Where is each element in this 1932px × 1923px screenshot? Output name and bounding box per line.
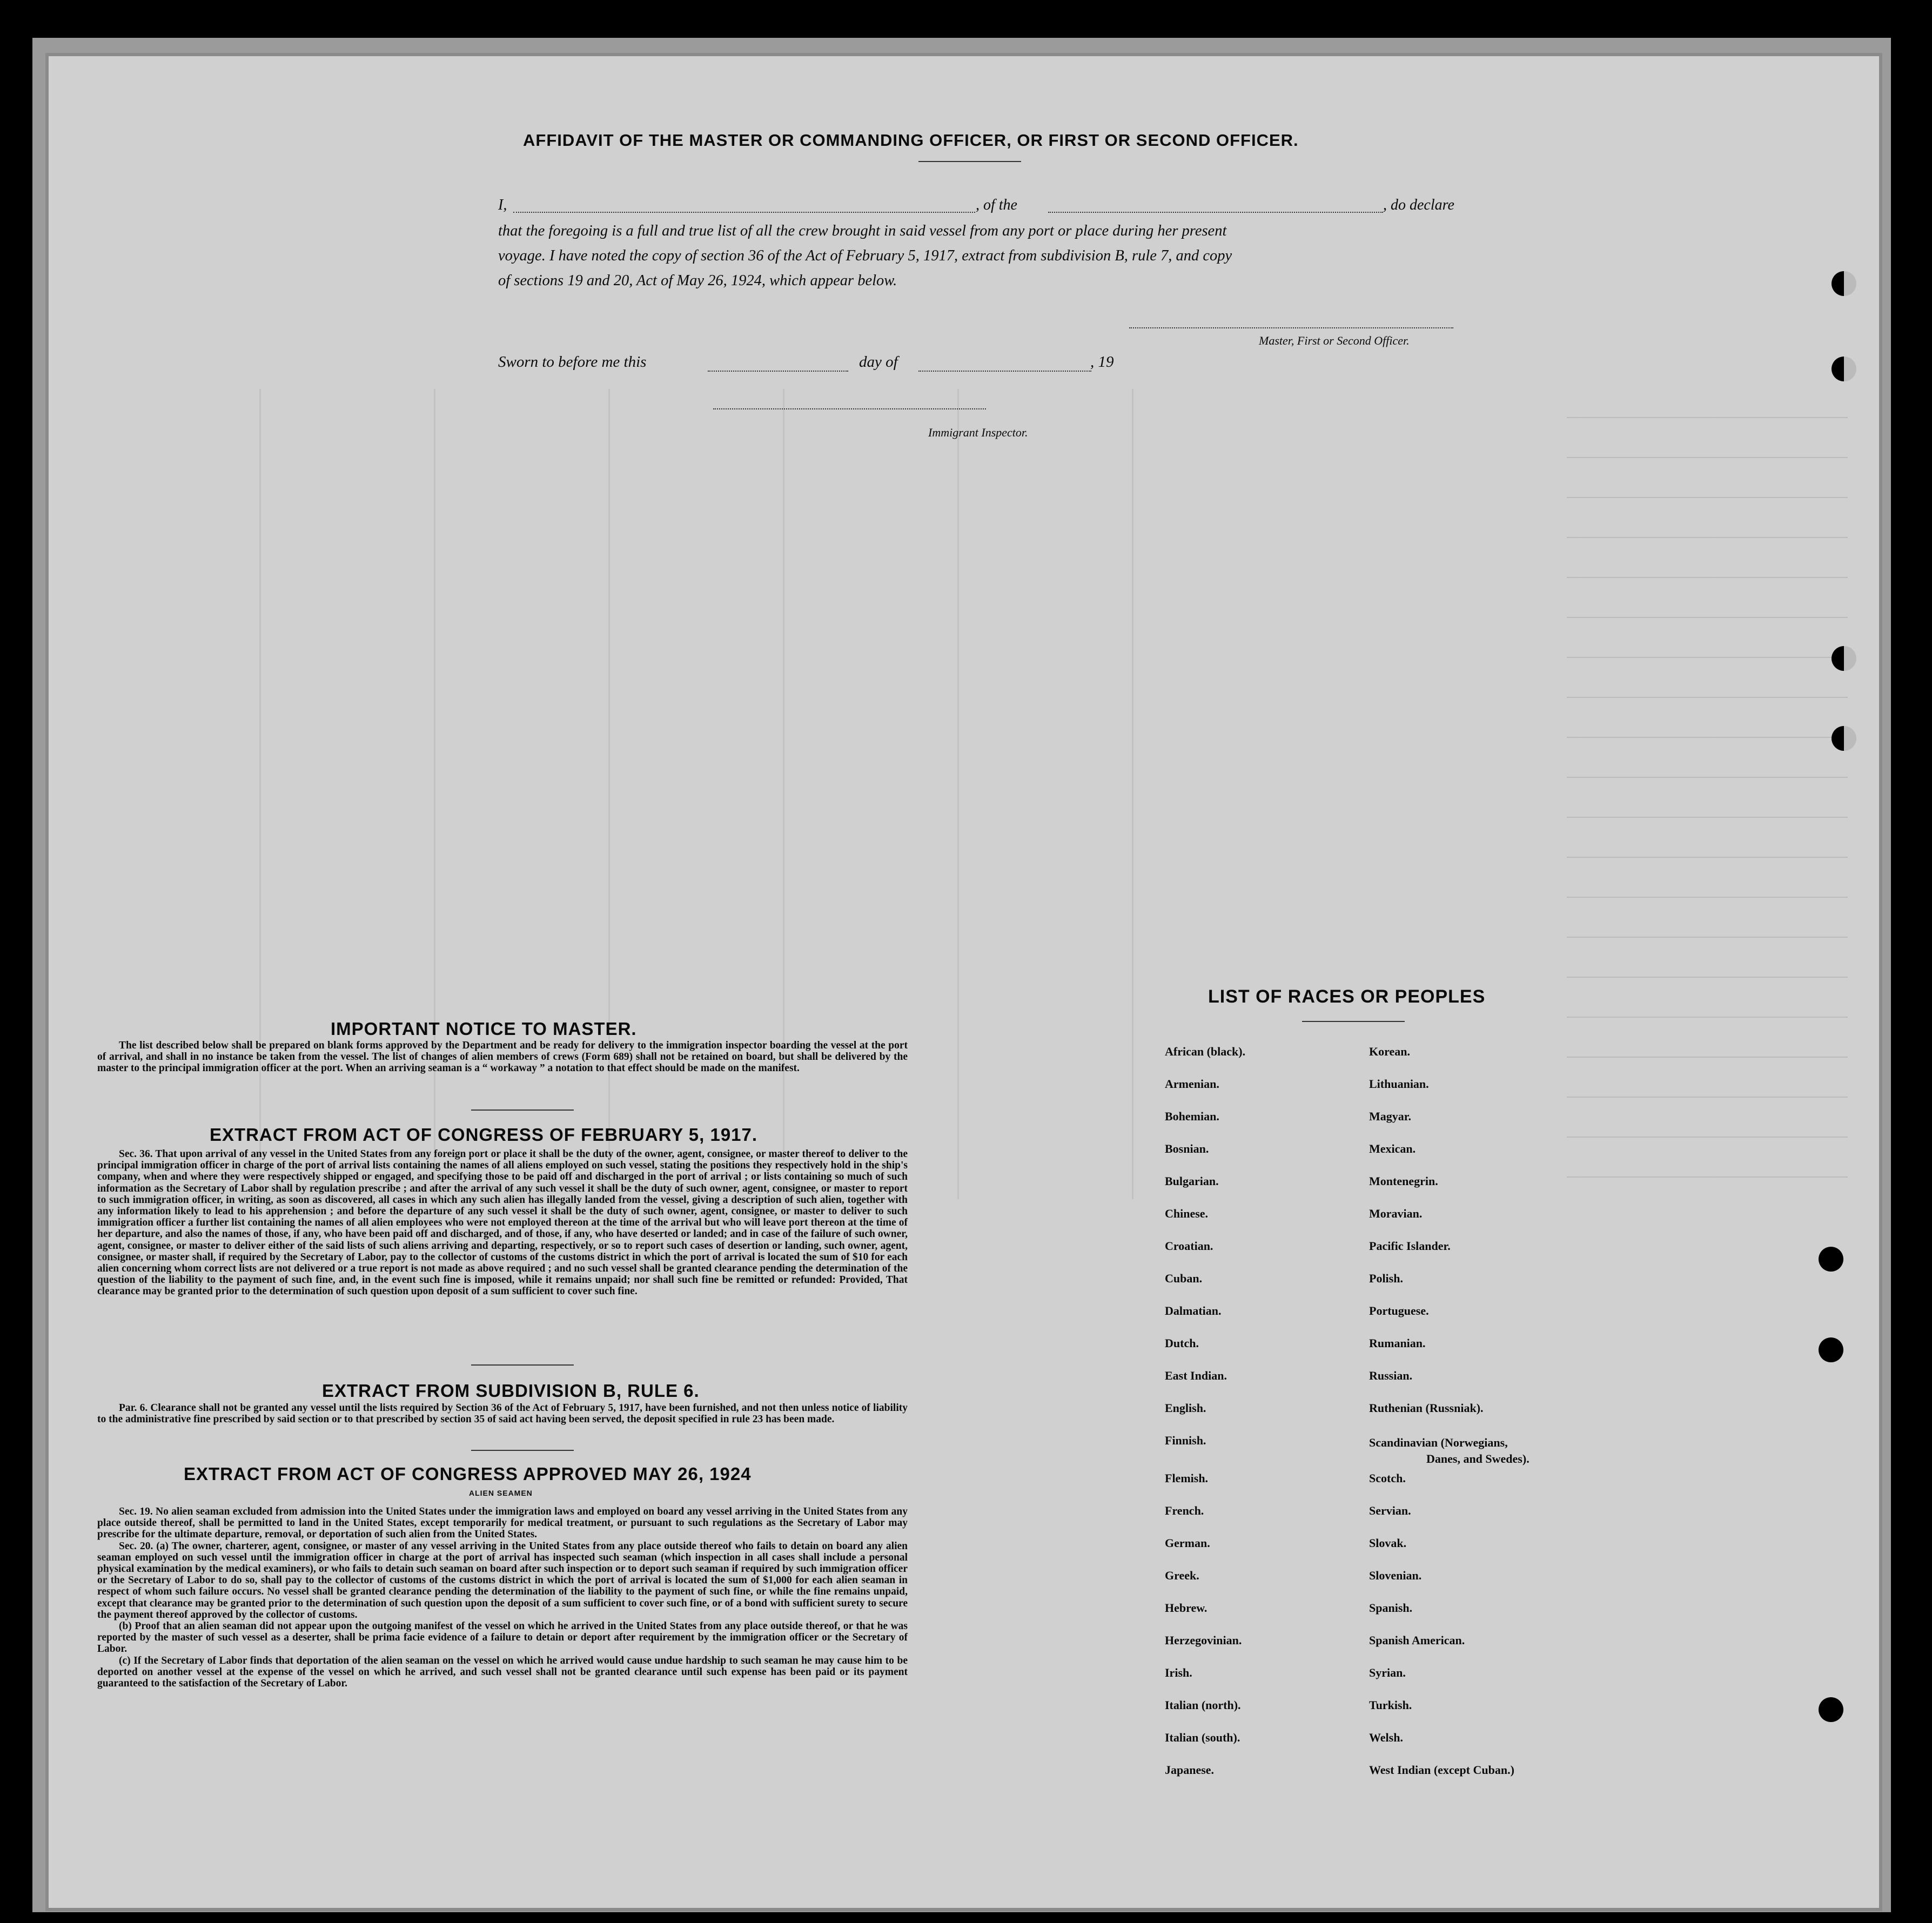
subdivision-text	[97, 1402, 908, 1425]
affidavit-line4: of sections 19 and 20, Act of May 26, 1924, which appear below.	[498, 272, 897, 289]
race-item: Scandinavian (Norwegians,	[1369, 1436, 1508, 1449]
race-item: Welsh.	[1369, 1731, 1403, 1744]
race-item: Slovenian.	[1369, 1569, 1422, 1582]
extract-1917-text	[97, 1148, 908, 1297]
punch-hole	[1832, 271, 1856, 296]
subdivision-title: EXTRACT FROM SUBDIVISION B, RULE 6.	[322, 1381, 700, 1401]
race-item: Irish.	[1165, 1666, 1192, 1679]
race-item: Montenegrin.	[1369, 1174, 1438, 1188]
vessel-field-line[interactable]	[1048, 212, 1383, 213]
divider-1	[471, 1110, 574, 1111]
race-item: Mexican.	[1369, 1142, 1416, 1155]
notice-text	[97, 1040, 908, 1074]
race-item: Pacific Islander.	[1369, 1239, 1451, 1253]
race-item: Servian.	[1369, 1504, 1411, 1517]
extract-1917-title: EXTRACT FROM ACT OF CONGRESS OF FEBRUARY 5, 1917.	[210, 1125, 758, 1145]
sworn-day-line[interactable]	[708, 371, 848, 372]
sworn-label: Sworn to before me this	[498, 353, 647, 371]
race-item: Slovak.	[1369, 1536, 1407, 1550]
punch-hole	[1819, 1247, 1843, 1272]
race-item: Magyar.	[1369, 1110, 1412, 1123]
race-item: Italian (south).	[1165, 1731, 1240, 1744]
affidavit-i: I,	[498, 197, 507, 213]
punch-hole	[1819, 1697, 1843, 1722]
punch-hole	[1832, 646, 1856, 671]
race-item: Croatian.	[1165, 1239, 1213, 1253]
extract-1924-title: EXTRACT FROM ACT OF CONGRESS APPROVED MAY 26, 1924	[184, 1464, 752, 1484]
race-item: Dutch.	[1165, 1336, 1199, 1350]
race-item: Bosnian.	[1165, 1142, 1209, 1155]
punch-hole	[1832, 357, 1856, 381]
race-item: Herzegovinian.	[1165, 1633, 1242, 1647]
sec-20b-paragraph: (b) Proof that an alien seaman did not appear upon the outgoing manifest of the vessel on which he arrived in the United States from any place outside thereof, or that he was reported by the master of such vessel as a deserter, shall be prima facie evidence of a failure to detain or deport after requirement by the immigration officer or the Secretary of Labor.	[97, 1621, 908, 1655]
race-item-scandinavian-cont: Danes, and Swedes).	[1426, 1452, 1530, 1465]
notice-paragraph: The list described below shall be prepared on blank forms approved by the Department and be ready for delivery to the immigration inspector boarding the vessel at the port of arrival, and shall in no instance be taken from the vessel. The list of changes of alien members of crews (Form 689) shall not be retained on board, but shall be delivered by the master to the principal immigration officer at the port. When an arriving seaman is a “ workaway ” a notation to that effect should be made on the manifest.	[97, 1040, 908, 1074]
race-item: Turkish.	[1369, 1698, 1412, 1712]
extract-1924-subtitle: ALIEN SEAMEN	[469, 1489, 533, 1497]
name-field-line[interactable]	[513, 212, 975, 213]
affidavit-line2: that the foregoing is a full and true list of all the crew brought in said vessel from any port or place during her present	[498, 223, 1227, 239]
divider-3	[471, 1450, 574, 1451]
race-item: Scotch.	[1369, 1471, 1406, 1485]
notice-title: IMPORTANT NOTICE TO MASTER.	[331, 1019, 637, 1039]
punch-hole	[1819, 1337, 1843, 1362]
race-item: Moravian.	[1369, 1207, 1423, 1220]
race-item: Hebrew.	[1165, 1601, 1208, 1615]
race-item: Portuguese.	[1369, 1304, 1429, 1317]
inspector-signature-line[interactable]	[713, 408, 986, 409]
affidavit-declare: , do declare	[1383, 197, 1454, 213]
subdivision-paragraph: Par. 6. Clearance shall not be granted any vessel until the lists required by Section 36 of the Act of February 5, 1917, have been furnished, and not then unless notice of liability to the administrative fine prescribed by said section or to that prescribed by section 35 of said act having been served, the deposit specified in rule 23 has been made.	[97, 1402, 908, 1426]
race-item: Ruthenian (Russniak).	[1369, 1401, 1484, 1415]
race-item: Syrian.	[1369, 1666, 1406, 1679]
race-item: Rumanian.	[1369, 1336, 1426, 1350]
race-item: Italian (north).	[1165, 1698, 1241, 1712]
race-item: East Indian.	[1165, 1369, 1227, 1382]
races-title-rule	[1302, 1021, 1405, 1022]
race-item: Dalmatian.	[1165, 1304, 1222, 1317]
affidavit-title: AFFIDAVIT OF THE MASTER OR COMMANDING OFFICER, OR FIRST OR SECOND OFFICER.	[523, 131, 1299, 150]
sec-20a-paragraph: Sec. 20. (a) The owner, charterer, agent, consignee, or master of any vessel arriving in the United States from any place outside thereof who fails to detain on board any alien seaman employed on such vessel until the immigration officer in charge at the port of arrival has inspected such seaman (which inspection in all cases shall include a personal physical examination by the medical examiners), or who fails to detain such seaman on board after such inspection or to deport such seaman if required by such immigration officer or the Secretary of Labor to do so, shall pay to the collector of customs of the customs district in which the port of arrival is located the sum of $1,000 for each alien seaman in respect of whom such failure occurs. No vessel shall be granted clearance pending the determination of the liability to the payment of such fine, or while the fine remains unpaid, except that clearance may be granted prior to the determination of such question upon the deposit of a sum sufficient to cover such fine, or of a bond with sufficient surety to secure the payment thereof approved by the collector of customs.	[97, 1540, 908, 1621]
year-label: , 19	[1090, 353, 1114, 371]
divider-2	[471, 1364, 574, 1366]
race-item: Armenian.	[1165, 1077, 1219, 1091]
race-item: African (black).	[1165, 1045, 1246, 1058]
inspector-label: Immigrant Inspector.	[928, 426, 1028, 439]
affidavit-line3: voyage. I have noted the copy of section 36 of the Act of February 5, 1917, extract from subdivision B, rule 7, and copy	[498, 247, 1232, 264]
race-item: English.	[1165, 1401, 1206, 1415]
extract-1917-paragraph: Sec. 36. That upon arrival of any vessel in the United States from any foreign port or place it shall be the duty of the owner, agent, consignee, or master thereof to deliver to the principal immigration officer in charge of the port of arrival lists containing the names of all aliens employed on such vessel, stating the positions they respectively hold in the ship's company, when and where they were respectively shipped or engaged, and specifying those to be paid off and discharged in the port of arrival ; or lists containing so much of such information as the Secretary of Labor shall by regulation prescribe ; and after the arrival of any such vessel it shall be the duty of such owner, agent, consignee, or master to report to such immigration officer, in writing, as soon as discovered, all cases in which any such alien has illegally landed from the vessel, giving a description of such alien, together with any information likely to lead to his apprehension ; and before the departure of any such vessel it shall be the duty of such owner, agent, consignee, or master to deliver to such immigration officer a further list containing the names of all alien employees who were not employed thereon at the time of the arrival but who will leave port thereon at the time of her departure, and also the names of those, if any, who have been paid off and discharged, and of those, if any, who have deserted or landed; and in case of the failure of such owner, agent, consignee, or master to deliver either of the said lists of such aliens arriving and departing, respectively, or so to report such cases of desertion or landing, such owner, agent, consignee, or master shall, if required by the Secretary of Labor, pay to the collector of customs of the customs district in which the port of arrival is located the sum of $10 for each alien concerning whom correct lists are not delivered or a true report is not made as above required ; and no such vessel shall be granted clearance pending the determination of the question of the liability to the payment of such fine, and, in the event such fine is imposed, while it remains unpaid; nor shall such fine be remitted or refunded: Provided, That clearance may be granted prior to the determination of such question upon deposit of a sum sufficient to cover such fine.	[97, 1148, 908, 1297]
race-item: German.	[1165, 1536, 1210, 1550]
race-item: Bohemian.	[1165, 1110, 1219, 1123]
extract-1924-text	[97, 1506, 908, 1689]
race-item: Chinese.	[1165, 1207, 1209, 1220]
affidavit-of-the: , of the	[976, 197, 1017, 213]
race-item: French.	[1165, 1504, 1204, 1517]
master-signature-line[interactable]	[1129, 327, 1453, 328]
race-item: Russian.	[1369, 1369, 1413, 1382]
race-item: Flemish.	[1165, 1471, 1209, 1485]
sec-19-paragraph: Sec. 19. No alien seaman excluded from admission into the United States under the immigration laws and employed on board any vessel arriving in the United States from any place outside thereof, shall be permitted to land in the United States, except temporarily for medical treatment, or pursuant to such regulations as the Secretary of Labor may prescribe for the ultimate departure, removal, or deportation of such alien from the United States.	[97, 1506, 908, 1541]
race-item: Cuban.	[1165, 1272, 1203, 1285]
race-item: Japanese.	[1165, 1763, 1215, 1777]
race-item: Bulgarian.	[1165, 1174, 1219, 1188]
race-item: Spanish.	[1369, 1601, 1413, 1615]
bleed-through-rows	[1567, 378, 1848, 1188]
affidavit-title-rule	[918, 161, 1021, 162]
race-item: Finnish.	[1165, 1434, 1206, 1447]
race-item: Polish.	[1369, 1272, 1403, 1285]
bleed-through-grid	[86, 389, 1275, 1199]
day-of-label: day of	[859, 353, 898, 371]
sworn-month-line[interactable]	[918, 371, 1091, 372]
races-title: LIST OF RACES OR PEOPLES	[1208, 986, 1486, 1007]
race-item: Korean.	[1369, 1045, 1410, 1058]
race-item: West Indian (except Cuban.)	[1369, 1763, 1514, 1777]
race-item: Greek.	[1165, 1569, 1199, 1582]
master-signature-label: Master, First or Second Officer.	[1259, 334, 1410, 347]
race-item: Spanish American.	[1369, 1633, 1465, 1647]
punch-hole	[1832, 726, 1856, 751]
sec-20c-paragraph: (c) If the Secretary of Labor finds that deportation of the alien seaman on the vessel on which he arrived would cause undue hardship to such seaman he may cause him to be deported on another vessel at the expense of the vessel on which he arrived, and such vessel shall not be granted clearance until such expense has been paid or its payment guaranteed to the satisfaction of the Secretary of Labor.	[97, 1655, 908, 1690]
race-item: Lithuanian.	[1369, 1077, 1429, 1091]
